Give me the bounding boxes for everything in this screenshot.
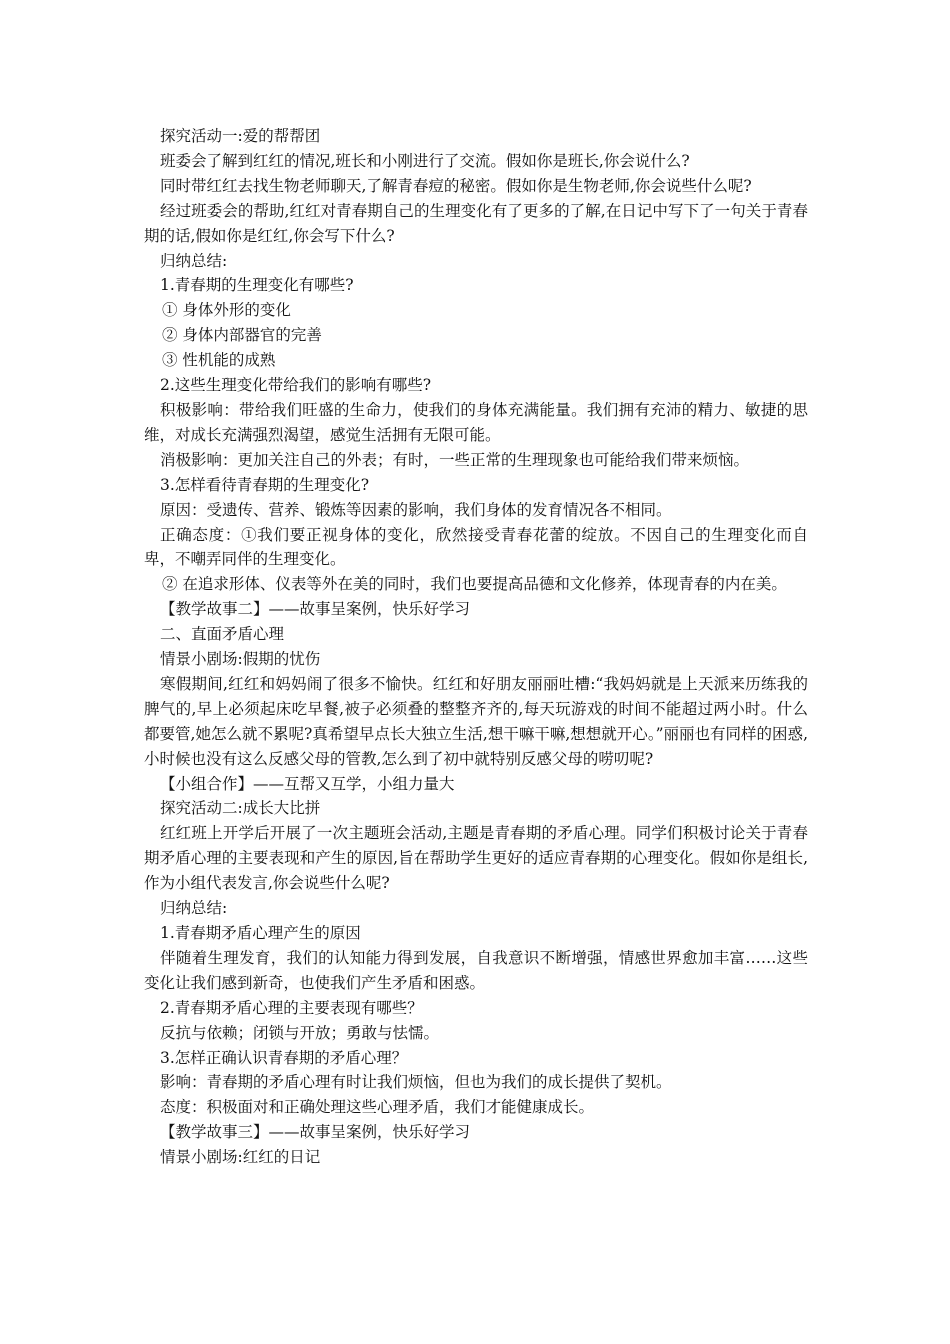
document-body	[144, 124, 808, 1170]
paragraph: 同时带红红去找生物老师聊天,了解青春痘的秘密。假如你是生物老师,你会说些什么呢?	[160, 176, 752, 195]
paragraph: 【教学故事三】——故事呈案例，快乐好学习	[160, 1123, 471, 1142]
paragraph: 1.青春期的生理变化有哪些?	[160, 276, 354, 295]
paragraph: 1.青春期矛盾心理产生的原因	[160, 924, 361, 942]
paragraph: 消极影响：更加关注自己的外表；有时，一些正常的生理现象也可能给我们带来烦恼。	[160, 450, 750, 469]
paragraph: ② 在追求形体、仪表等外在美的同时，我们也要提高品德和文化修养，体现青春的内在美。	[162, 575, 787, 594]
paragraph: 探究活动二:成长大比拼	[160, 799, 321, 818]
paragraph: 归纳总结:	[160, 251, 228, 270]
paragraph: ② 身体内部器官的完善	[162, 326, 322, 345]
paragraph: 3.怎样看待青春期的生理变化?	[160, 475, 370, 494]
paragraph: 影响：青春期的矛盾心理有时让我们烦恼，但也为我们的成长提供了契机。	[160, 1073, 672, 1092]
paragraph: 归纳总结:	[160, 899, 228, 918]
paragraph: 伴随着生理发育，我们的认知能力得到发展，自我意识不断增强，情感世界愈加丰富……这些变化让我们感到新奇，也使我们产生矛盾和困惑。	[144, 948, 808, 992]
paragraph: 原因：受遗传、营养、锻炼等因素的影响，我们身体的发育情况各不相同。	[160, 500, 672, 519]
paragraph: 探究活动一:爱的帮帮团	[160, 127, 321, 145]
paragraph: 2.青春期矛盾心理的主要表现有哪些？	[160, 998, 423, 1017]
paragraph: 【教学故事二】——故事呈案例，快乐好学习	[160, 600, 471, 619]
paragraph: 红红班上开学后开展了一次主题班会活动,主题是青春期的矛盾心理。同学们积极讨论关于青春期矛盾心理的主要表现和产生的原因,旨在帮助学生更好的适应青春期的心理变化。假如你是组长,作为小组代表发言,你会说些什么呢?	[144, 824, 808, 893]
paragraph: 【小组合作】——互帮又互学，小组力量大	[160, 774, 455, 793]
paragraph: 寒假期间,红红和妈妈闹了很多不愉快。红红和好朋友丽丽吐槽:“我妈妈就是上天派来历练我的脾气的,早上必须起床吃早餐,被子必须叠的整整齐齐的,每天玩游戏的时间不能超过两小时。什么都要管,她怎么就不累呢?真希望早点长大独立生活,想干嘛干嘛,想想就开心。”丽丽也有同样的困惑,小时候也没有这么反感父母的管教,怎么到了初中就特别反感父母的唠叨呢?	[144, 674, 808, 768]
paragraph: 情景小剧场:假期的忧伤	[160, 650, 321, 669]
paragraph: 态度：积极面对和正确处理这些心理矛盾，我们才能健康成长。	[160, 1098, 595, 1117]
paragraph: 3.怎样正确认识青春期的矛盾心理？	[160, 1048, 408, 1067]
paragraph: 二、直面矛盾心理	[160, 625, 285, 644]
paragraph: ① 身体外形的变化	[162, 301, 291, 320]
paragraph: 班委会了解到红红的情况,班长和小刚进行了交流。假如你是班长,你会说什么?	[160, 151, 690, 170]
paragraph: 2.这些生理变化带给我们的影响有哪些?	[160, 376, 432, 395]
paragraph: 积极影响：带给我们旺盛的生命力，使我们的身体充满能量。我们拥有充沛的精力、敏捷的思维，对成长充满强烈渴望，感觉生活拥有无限可能。	[144, 400, 808, 444]
paragraph: 反抗与依赖；闭锁与开放；勇敢与怯懦。	[160, 1023, 440, 1042]
paragraph: 情景小剧场:红红的日记	[160, 1148, 321, 1167]
paragraph: 经过班委会的帮助,红红对青春期自己的生理变化有了更多的了解,在日记中写下了一句关于青春期的话,假如你是红红,你会写下什么?	[144, 201, 808, 245]
paragraph: ③ 性机能的成熟	[162, 351, 276, 370]
paragraph: 正确态度：①我们要正视身体的变化，欣然接受青春花蕾的绽放。不因自己的生理变化而自卑，不嘲弄同伴的生理变化。	[144, 525, 808, 569]
